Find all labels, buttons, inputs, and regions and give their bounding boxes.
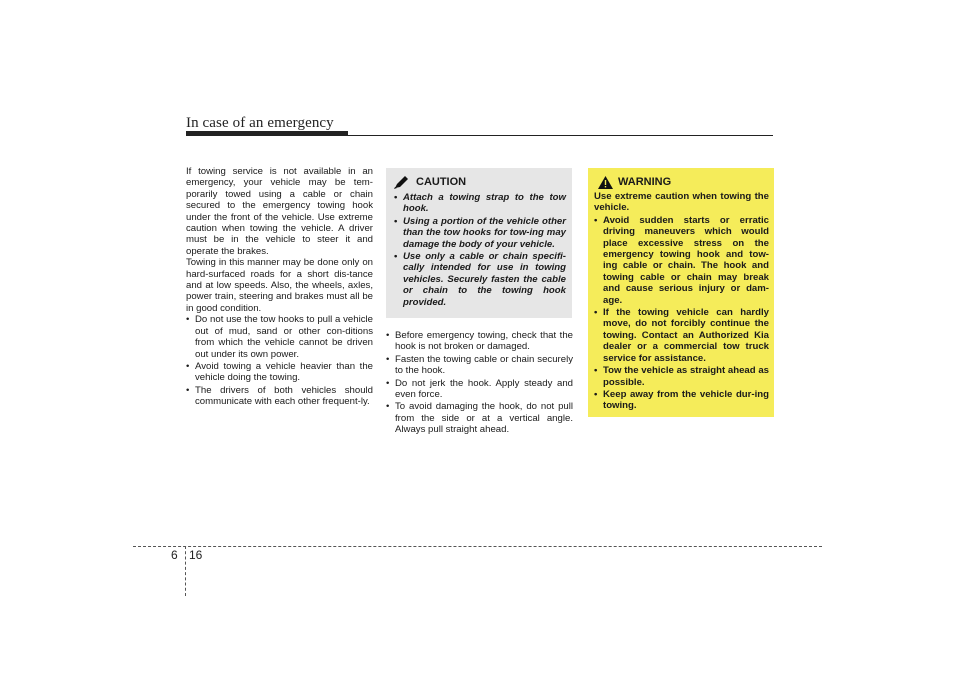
section-header-title: In case of an emergency (186, 115, 334, 131)
list-item: • If the towing vehicle can hardly move, do not forcibly continue the towing. Contact an Authorized Kia dealer or a commercial tow truck service for assistance. (594, 307, 769, 364)
footer-divider (185, 546, 186, 596)
list-item: • Do not use the tow hooks to pull a vehicle out of mud, sand or other con-ditions from which the vehicle cannot be driven out under its own power. (186, 314, 373, 360)
list-item: • Fasten the towing cable or chain securely to the hook. (386, 354, 573, 377)
warning-box (588, 168, 774, 417)
list-item: • Avoid towing a vehicle heavier than the vehicle doing the towing. (186, 361, 373, 384)
footer-rule (133, 546, 822, 547)
second-paragraph: Towing in this manner may be done only on hard-surfaced roads for a short dis-tance and at low speeds. Also, the wheels, axles, power train, steering and brakes must all be in good condition. (186, 257, 373, 314)
list-item: • Before emergency towing, check that the hook is not broken or damaged. (386, 330, 573, 353)
left-bullet-list (186, 314, 373, 407)
warning-list (594, 215, 769, 412)
list-item: • Do not jerk the hook. Apply steady and even force. (386, 378, 573, 401)
list-item: • The drivers of both vehicles should communicate with each other frequent-ly. (186, 385, 373, 408)
list-item: • Tow the vehicle as straight ahead as possible. (594, 365, 769, 388)
list-item: • Use only a cable or chain specifi-cally intended for use in towing vehicles. Securely fasten the cable or chain to the towing hook provided. (394, 251, 566, 308)
caution-list (394, 192, 566, 308)
header-rule (186, 135, 773, 136)
page-number: 16 (189, 548, 203, 562)
list-item: • Avoid sudden starts or erratic driving maneuvers which would place excessive stress on the emergency towing hook and tow-ing cable or chain. The hook and towing cable or chain may break and cause serious injury or dam-age. (594, 215, 769, 306)
left-column (186, 166, 373, 409)
intro-paragraph: If towing service is not available in an emergency, your vehicle may be tem-porarily towed using a cable or chain secured to the emergency towing hook under the front of the vehicle. Use extreme caution when towing the vehicle. A driver must be in the vehicle to steer it and operate the brakes. (186, 166, 373, 257)
warning-header (594, 174, 769, 190)
chapter-number: 6 (171, 548, 178, 562)
middle-bullet-list (386, 330, 573, 436)
warning-intro: Use extreme caution when towing the vehicle. (594, 191, 769, 214)
list-item: • Keep away from the vehicle dur-ing towing. (594, 389, 769, 412)
list-item: • Attach a towing strap to the tow hook. (394, 192, 566, 215)
warning-triangle-icon (598, 176, 613, 189)
list-item: • To avoid damaging the hook, do not pull from the side or at a vertical angle. Always pull straight ahead. (386, 401, 573, 435)
caution-header (394, 174, 566, 190)
middle-column (386, 330, 573, 437)
warning-title: WARNING (618, 176, 672, 188)
caution-pencil-icon (394, 175, 410, 189)
list-item: • Using a portion of the vehicle other than the tow hooks for tow-ing may damage the body of your vehicle. (394, 216, 566, 250)
caution-box (386, 168, 572, 318)
caution-title: CAUTION (416, 176, 467, 188)
